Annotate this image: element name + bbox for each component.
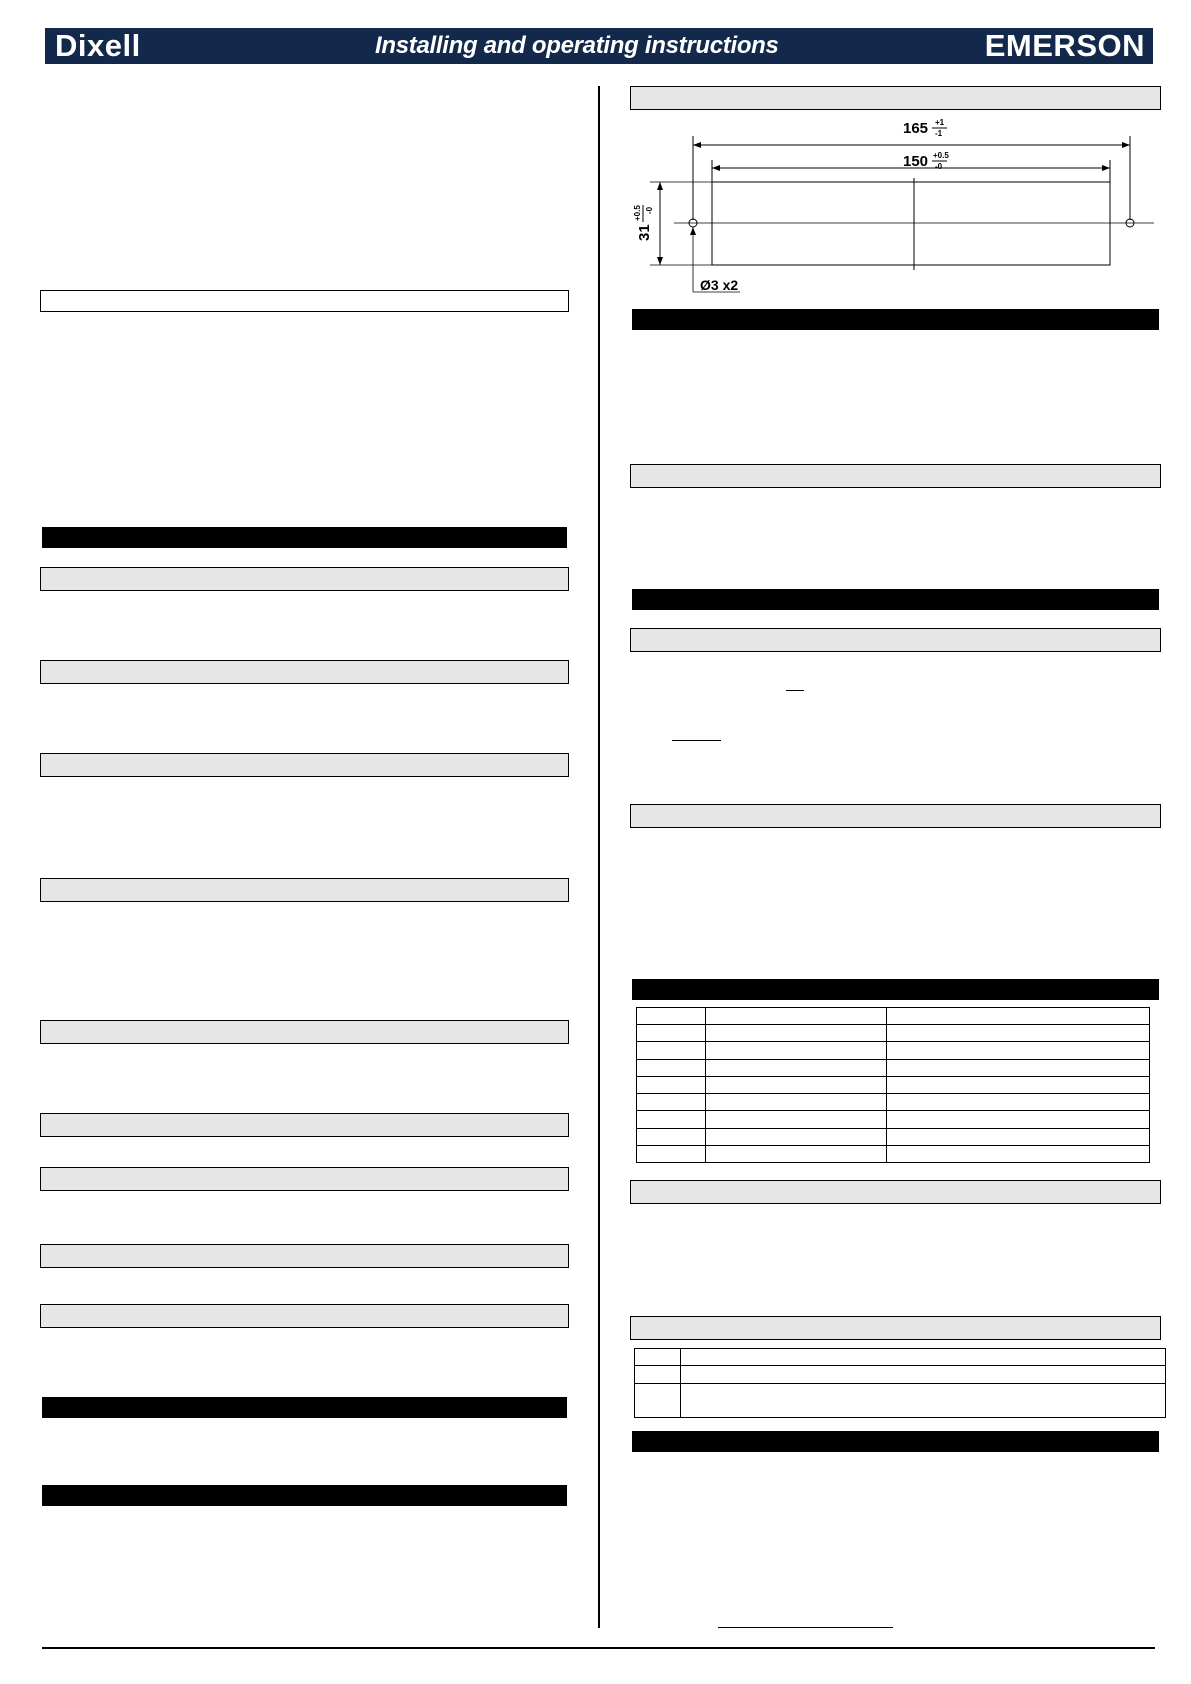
table-cell [635, 1349, 681, 1366]
panel-cutout-drawing [630, 110, 1170, 300]
subsection-heading [630, 804, 1161, 828]
dixell-logo: Dixell [55, 28, 141, 63]
inner-dimension-value: 150 [903, 153, 929, 170]
table-cell [887, 1008, 1150, 1025]
table-cell [887, 1076, 1150, 1093]
table-cell [637, 1076, 706, 1093]
subsection-heading [40, 1167, 569, 1191]
table-cell [706, 1025, 887, 1042]
subsection-heading [40, 660, 569, 684]
table-cell [635, 1383, 681, 1418]
table-cell [681, 1366, 1166, 1383]
table-cell [706, 1094, 887, 1111]
table-cell [887, 1059, 1150, 1076]
table-cell [887, 1145, 1150, 1162]
table-cell [887, 1042, 1150, 1059]
chapter-heading-bar [42, 1485, 567, 1506]
subsection-heading [40, 1244, 569, 1268]
subsection-heading [630, 464, 1161, 488]
outer-tolerance-plus: +1 [935, 118, 945, 127]
table-cell [887, 1128, 1150, 1145]
table-cell [706, 1059, 887, 1076]
outer-dimension-value: 165 [903, 120, 929, 137]
table-cell [706, 1111, 887, 1128]
subsection-heading [40, 753, 569, 777]
subsection-heading [40, 1113, 569, 1137]
table-cell [887, 1111, 1150, 1128]
chapter-heading-bar [632, 589, 1159, 610]
emerson-logo: EMERSON [984, 28, 1145, 63]
data-table [634, 1348, 1166, 1418]
inner-tolerance-plus: +0.5 [933, 151, 949, 160]
subsection-heading [630, 1316, 1161, 1340]
table-cell [635, 1366, 681, 1383]
height-tolerance-plus: +0.5 [633, 205, 642, 221]
underline-mark [672, 740, 721, 741]
table-cell [637, 1059, 706, 1076]
chapter-heading-bar [632, 309, 1159, 330]
height-dimension-value: 31 [636, 224, 653, 241]
table-cell [706, 1128, 887, 1145]
subsection-heading [40, 878, 569, 902]
table-cell [887, 1094, 1150, 1111]
subsection-heading [40, 567, 569, 591]
table-cell [706, 1008, 887, 1025]
table-cell [637, 1025, 706, 1042]
footer-short-rule [718, 1627, 893, 1628]
table-cell [637, 1094, 706, 1111]
header-banner [45, 28, 1153, 64]
table-cell [637, 1111, 706, 1128]
table-cell [637, 1042, 706, 1059]
table-cell [706, 1042, 887, 1059]
footer-rule [42, 1647, 1155, 1649]
table-cell [681, 1383, 1166, 1418]
document-title: Installing and operating instructions [375, 32, 779, 59]
table-cell [637, 1128, 706, 1145]
column-divider [598, 86, 600, 1628]
chapter-heading-bar [42, 1397, 567, 1418]
chapter-heading-bar [632, 1431, 1159, 1452]
table-cell [681, 1349, 1166, 1366]
table-cell [706, 1145, 887, 1162]
outer-tolerance-minus: -1 [935, 129, 943, 138]
subsection-heading [40, 1304, 569, 1328]
subsection-heading [630, 1180, 1161, 1204]
subsection-heading [40, 1020, 569, 1044]
underline-mark [786, 690, 804, 691]
chapter-heading-bar [632, 979, 1159, 1000]
table-cell [637, 1008, 706, 1025]
data-table [636, 1007, 1150, 1163]
table-cell [637, 1145, 706, 1162]
inner-tolerance-minus: -0 [935, 162, 943, 171]
height-tolerance-minus: -0 [645, 206, 654, 214]
subsection-heading [630, 628, 1161, 652]
table-cell [887, 1025, 1150, 1042]
section-box [40, 290, 569, 312]
chapter-heading-bar [42, 527, 567, 548]
subsection-heading [630, 86, 1161, 110]
table-cell [706, 1076, 887, 1093]
hole-label: Ø3 x2 [700, 277, 739, 293]
